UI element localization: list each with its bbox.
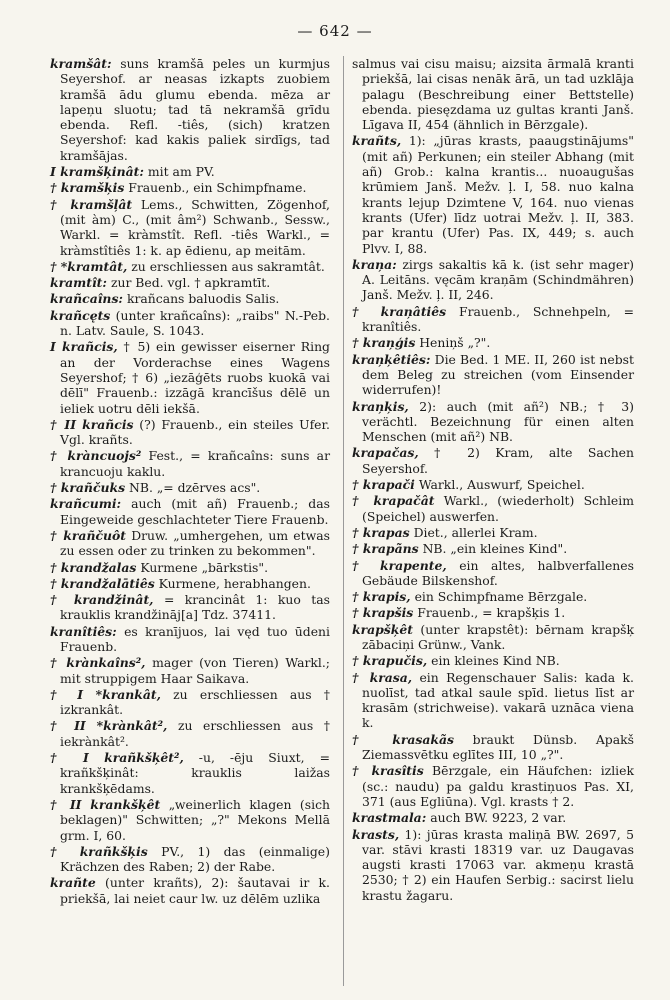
entry-text: zu erschliessen aus sakramtât. xyxy=(131,258,325,274)
entry-text: (unter krañcaîns): „raibs" N.-Peb. n. Latv. Saule, S. 1043. xyxy=(60,307,330,339)
entry-headword: † krapačât xyxy=(352,493,435,509)
entry-headword: I krañcis, xyxy=(50,339,118,355)
entry-text: NB. „= dzērves acs". xyxy=(129,480,261,496)
dictionary-entry xyxy=(352,541,634,556)
dictionary-entry xyxy=(352,335,634,350)
entry-text: Bērzgale, ein Häufchen: izliek (sc.: naudu) pa galdu krastiņuos Pas. XI, 371 (aus Egliūna). Vgl. krasts † 2. xyxy=(362,763,634,809)
entry-text: zu erschliessen aus † iekrànkât². xyxy=(60,718,330,749)
entry-text: Frauenb., ein Schimpfname. xyxy=(128,180,307,196)
dictionary-entry xyxy=(50,164,330,179)
dictionary-entry xyxy=(50,496,330,527)
entry-headword: † krapučis, xyxy=(352,653,428,669)
dictionary-entry xyxy=(50,718,330,749)
entry-headword: kraņķêtiês: xyxy=(352,351,431,367)
right-column xyxy=(343,56,634,986)
dictionary-entry xyxy=(352,810,634,825)
entry-headword: krasts, xyxy=(352,826,400,842)
entry-text: es kranījuos, lai vęd tuo ūdeni Frauenb. xyxy=(60,623,330,654)
entry-text: zirgs sakaltis kā k. (ist sehr mager) A. Leitāns. vęcām kraņām (Schindmähren) Janš. Mežv. ļ. II, 246. xyxy=(362,256,634,303)
dictionary-entry xyxy=(50,687,330,718)
entry-text: † 5) ein gewisser eiserner Ring an der Vorderachse eines Wagens Seyershof; † 6) „iezāģēts ruobs kuokā vai dēlī" Frauenb.: izzāgā krancīšus dēlē un ieliek uotru dēli iekšā. xyxy=(60,339,330,416)
entry-headword: krapačas, xyxy=(352,445,419,461)
dictionary-entry xyxy=(50,480,330,495)
dictionary-entry xyxy=(50,259,330,274)
entry-text: ein Schimpfname Bērzgale. xyxy=(414,589,588,605)
dictionary-entry xyxy=(50,624,330,655)
dictionary-entry xyxy=(352,827,634,903)
entry-headword: † krasa, xyxy=(352,669,413,685)
dictionary-entry xyxy=(352,732,634,763)
dictionary-entry xyxy=(50,291,330,306)
entry-text: Fest., = krañcaîns: suns ar krancuoju kaklu. xyxy=(60,448,330,479)
dictionary-entry xyxy=(352,399,634,445)
entry-headword: † II *krànkât², xyxy=(50,718,168,734)
entry-headword: † I krañkšķêt², xyxy=(50,750,184,766)
entry-text: ein altes, halbverfallenes Gebäude Bilskenshof. xyxy=(362,557,634,588)
dictionary-entry xyxy=(352,763,634,809)
entry-headword: † krapente, xyxy=(352,557,447,573)
dictionary-entry xyxy=(50,797,330,843)
entry-text: mit am PV. xyxy=(147,164,215,180)
entry-headword: † krañkšķis xyxy=(50,843,148,859)
dictionary-entry xyxy=(50,875,330,906)
entry-headword: krapšķêt xyxy=(352,621,413,637)
dictionary-entry xyxy=(352,670,634,731)
entry-text: zu erschliessen aus † izkrankât. xyxy=(60,686,330,718)
entry-text: ein kleines Kind NB. xyxy=(431,653,560,669)
entry-headword: † kramšļât xyxy=(50,196,133,212)
entry-text: Heniņš „?". xyxy=(419,335,491,351)
dictionary-entry xyxy=(352,589,634,604)
dictionary-entry xyxy=(352,653,634,668)
entry-headword: krañcaîns: xyxy=(50,291,123,307)
dictionary-entry xyxy=(50,655,330,686)
entry-headword: † krapšis xyxy=(352,605,414,621)
left-column xyxy=(50,56,330,907)
entry-headword: † kraņģis xyxy=(352,335,416,351)
entry-text: Diet., allerlei Kram. xyxy=(413,524,538,540)
entry-headword: † krañčuks xyxy=(50,480,126,496)
entry-headword: † kràncuojs² xyxy=(50,448,142,464)
dictionary-entry xyxy=(50,417,330,448)
dictionary-entry xyxy=(352,622,634,653)
dictionary-entry xyxy=(50,592,330,623)
entry-text: 1): „jūras krasts, paaugstinājums" (mit añ) Perkunen; ein steiler Abhang (mit añ) Grob.: kalna krantis... nuoaugušas krūmiem Janš. Mežv. ļ. I, 58. nuo kalna krants lejup Dzimtene V, 164. nuo vienas krants (Ufer) līdz uotrai Mežv. ļ. II, 383. par krantu (Ufer) Pas. IX, 449; s. auch Plvv. I, 88. xyxy=(362,133,634,256)
dictionary-entry xyxy=(352,493,634,524)
entry-headword: † krapas xyxy=(352,524,410,540)
entry-text: auch (mit añ) Frauenb.; das Eingeweide geschlachteter Tiere Frauenb. xyxy=(60,496,330,527)
entry-text: Kurmene „bārkstis". xyxy=(140,559,269,575)
entry-headword: † krasîtis xyxy=(352,763,424,779)
entry-headword: I kramšķinât: xyxy=(50,164,144,180)
dictionary-entry xyxy=(50,180,330,195)
entry-text: Die Bed. 1 ME. II, 260 ist nebst dem Beleg zu streichen (vom Einsender widerrufen)! xyxy=(362,351,634,398)
entry-headword: † krapãns xyxy=(352,541,419,557)
entry-text: (?) Frauenb., ein steiles Ufer. Vgl. krañts. xyxy=(60,416,330,448)
dictionary-entry xyxy=(50,197,330,258)
page-number: — 642 — xyxy=(297,22,373,40)
entry-headword: † II krankšķêt xyxy=(50,796,161,812)
entry-text: ein Regenschauer Salis: kada k. nuolīst, tad atkal saule spīd. lietus līst ar krasām (strichweise). vakarā uznāca viena k. xyxy=(362,669,634,731)
dictionary-entry xyxy=(352,445,634,476)
dictionary-entry xyxy=(352,605,634,620)
entry-headword: † kraņâtiês xyxy=(352,303,447,319)
dictionary-entry xyxy=(352,56,634,132)
entry-headword: kranîtiês: xyxy=(50,623,117,639)
dictionary-entry xyxy=(352,558,634,589)
entry-headword: krañte xyxy=(50,875,96,891)
dictionary-entry xyxy=(50,576,330,591)
entry-text: Frauenb., = krapšķis 1. xyxy=(417,605,566,621)
dictionary-entry xyxy=(50,56,330,163)
dictionary-entry xyxy=(50,448,330,479)
entry-headword: † krapis, xyxy=(352,589,411,605)
entry-headword: † krànkaîns², xyxy=(50,655,146,671)
entry-headword: † II krañcis xyxy=(50,416,134,432)
entry-text: „weinerlich klagen (sich beklagen)" Schwitten; „?" Mekons Mellā grm. I, 60. xyxy=(60,796,330,843)
entry-headword: † krandžinât, xyxy=(50,592,154,608)
entry-text: suns kramšā peles un kurmjus Seyershof. ar neasas izkapts zuobiem kramšā ādu glumu ebenda. mēza ar lapeņu sluotu; tad tā nekramšā grīdu ebenda. Refl. -tiês, (sich) kratzen Seyershof: kad kakis paliek sirdīgs, tad kramšājas. xyxy=(60,56,330,163)
entry-text: mager (von Tieren) Warkl.; mit struppigem Haar Saikava. xyxy=(60,655,330,686)
entry-headword: kraņķis, xyxy=(352,398,409,414)
entry-text: 2): auch (mit añ²) NB.; † 3) verächtl. Bezeichnung für einen alten Menschen (mit añ²) NB. xyxy=(362,398,634,445)
entry-text: auch BW. 9223, 2 var. xyxy=(430,810,567,826)
entry-headword: † krandžalātiês xyxy=(50,575,155,591)
entry-headword: krañcumi: xyxy=(50,496,122,512)
entry-text: (unter krapstêt): bērnam krapšķ zābaciņi Grünw., Vank. xyxy=(362,621,634,652)
entry-text: (unter krañts), 2): šautavai ir k. priekšā, lai neiet caur lw. uz dēlēm uzlika xyxy=(60,875,330,906)
entry-headword: kramtît: xyxy=(50,275,107,291)
entry-text: Warkl., Auswurf, Speichel. xyxy=(418,477,585,493)
entry-text: Druw. „umhergehen, um etwas zu essen oder zu trinken zu bekommen". xyxy=(60,527,330,559)
entry-text: Warkl., (wiederholt) Schleim (Speichel) auswerfen. xyxy=(362,493,634,524)
dictionary-entry xyxy=(352,352,634,398)
entry-headword: † kramšķis xyxy=(50,180,125,196)
entry-text: PV., 1) das (einmalige) Krächzen des Raben; 2) der Rabe. xyxy=(60,843,330,875)
dictionary-entry xyxy=(50,275,330,290)
entry-text: NB. „ein kleines Kind". xyxy=(422,541,568,557)
entry-headword: krañcęts xyxy=(50,307,111,323)
dictionary-entry xyxy=(50,560,330,575)
entry-headword: † krañčuôt xyxy=(50,527,126,543)
dictionary-entry xyxy=(352,257,634,303)
dictionary-entry xyxy=(352,477,634,492)
entry-text: zur Bed. vgl. † apkramtīt. xyxy=(110,275,271,291)
entry-headword: kramšât: xyxy=(50,56,112,71)
entry-text: † 2) Kram, alte Sachen Seyershof. xyxy=(362,445,634,476)
entry-headword: krañts, xyxy=(352,133,402,149)
entry-text: -u, -ēju Siuxt, = krañkšķinât: krauklis laižas krankšķēdams. xyxy=(60,750,330,796)
entry-headword: † krandžalas xyxy=(50,559,137,575)
entry-text: = krancinât 1: kuo tas krauklis krandžināj[a] Tdz. 37411. xyxy=(60,592,330,623)
entry-headword: † krasakãs xyxy=(352,731,454,747)
entry-headword: † krapači xyxy=(352,477,415,493)
dictionary-entry xyxy=(50,308,330,339)
entry-text: Kurmene, herabhangen. xyxy=(158,575,311,591)
dictionary-entry xyxy=(50,750,330,796)
dictionary-entry xyxy=(50,528,330,559)
dictionary-entry xyxy=(50,339,330,415)
entry-headword: krastmala: xyxy=(352,810,427,826)
entry-text: Lems., Schwitten, Zögenhof, (mit àm) C., (mit âm²) Schwanb., Sessw., Warkl. = kràmstît. Refl. -tiês Warkl., = kràmstîtiês 1: k. ap ēdienu, ap meitām. xyxy=(60,196,330,258)
dictionary-entry xyxy=(50,844,330,875)
entry-text: 1): jūras krasta maliņā BW. 2697, 5 var. stāvi krasti 18319 var. uz Daugavas augsti krasti 17063 var. akmeņu krastā 2530; † 2) ein Haufen Serbig.: sacirst lielu krastu žagaru. xyxy=(362,826,634,903)
dictionary-entry xyxy=(352,525,634,540)
entry-text: braukt Dünsb. Apakš Ziemassvētku eglītes III, 10 „?". xyxy=(362,731,634,763)
dictionary-entry xyxy=(352,304,634,335)
entry-headword: † I *krankât, xyxy=(50,686,161,702)
entry-headword: kraņa: xyxy=(352,256,397,272)
entry-text: krañcans baluodis Salis. xyxy=(126,291,280,307)
entry-headword: † *kramtât, xyxy=(50,258,128,274)
dictionary-entry xyxy=(352,133,634,255)
entry-text: Frauenb., Schnehpeln, = kranîtiês. xyxy=(362,303,634,335)
entry-text: salmus vai cisu maisu; aizsita ārmalā kranti priekšā, lai cisas nenāk ārā, un tad uzklāja palagu (Beschreibung einer Bettstelle) ebenda. piesęzdama uz gultas kranti Janš. Līgava II, 454 (ähnlich in Bērzgale). xyxy=(352,56,634,133)
